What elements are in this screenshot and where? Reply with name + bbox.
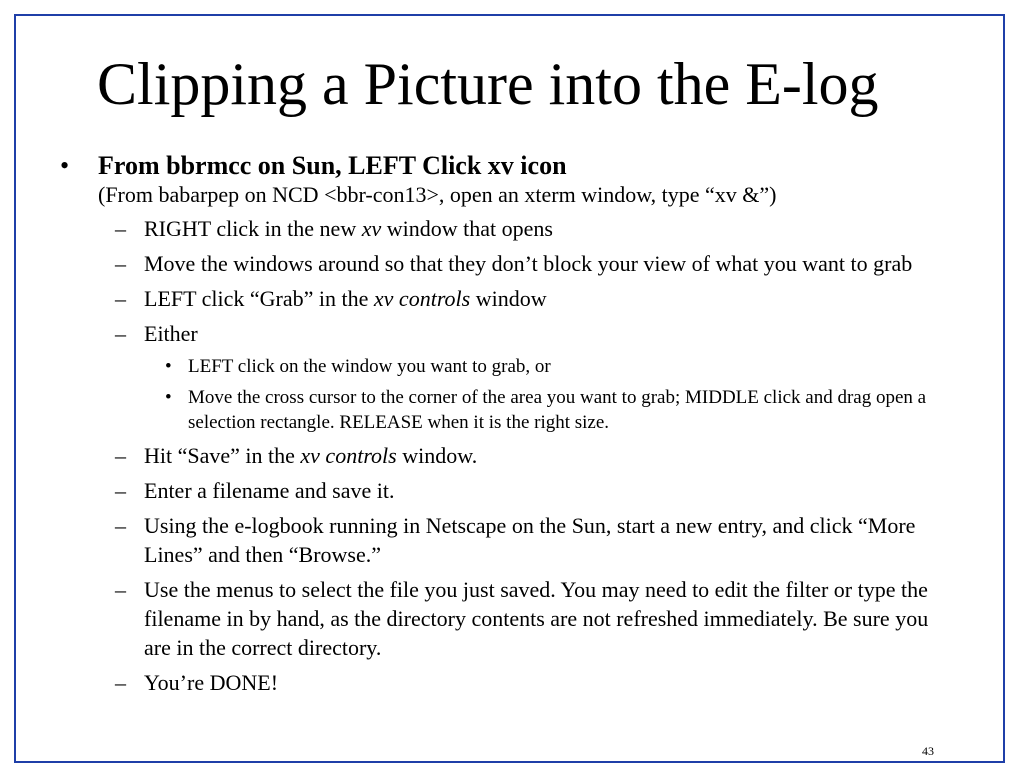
step-text: Either: [144, 321, 198, 346]
step-right-click: [0, 214, 1023, 243]
bullet-marker: •: [165, 356, 172, 377]
step-elogbook: [0, 511, 1023, 569]
step-emphasis: xv: [361, 216, 382, 241]
either-option: [0, 385, 1023, 435]
slide-title: Clipping a Picture into the E-log: [97, 51, 879, 117]
step-text: Using the e-logbook running in Netscape on the Sun, start a new entry, and click “More Lines” and then “Browse.”: [144, 513, 916, 567]
step-either: [0, 319, 1023, 348]
step-text: window that opens: [381, 216, 553, 241]
step-filename: [0, 476, 1023, 505]
step-emphasis: xv controls: [373, 286, 471, 311]
dash-marker: –: [115, 286, 126, 311]
step-menus: [0, 575, 1023, 662]
step-emphasis: xv controls: [300, 443, 397, 468]
bullet-sub-text: (From babarpep on NCD <bbr-con13>, open an xterm window, type “xv &”): [98, 182, 777, 207]
option-text: LEFT click on the window you want to grab, or: [188, 356, 551, 377]
step-text: RIGHT click in the new: [144, 216, 362, 241]
step-text: window: [470, 286, 547, 311]
step-done: [0, 668, 1023, 697]
bullet-main: [0, 150, 1023, 208]
step-grab: [0, 284, 1023, 313]
dash-marker: –: [115, 321, 126, 346]
step-text: Move the windows around so that they don’t block your view of what you want to grab: [144, 251, 913, 276]
dash-marker: –: [115, 670, 126, 695]
step-text: LEFT click “Grab” in the: [144, 286, 374, 311]
step-save: [0, 441, 1023, 470]
either-option: [0, 354, 1023, 379]
dash-marker: –: [115, 513, 126, 538]
step-move-windows: [0, 249, 1023, 278]
dash-marker: –: [115, 478, 126, 503]
dash-marker: –: [115, 577, 126, 602]
step-text: Hit “Save” in the: [144, 443, 301, 468]
bullet-main-text: From bbrmcc on Sun, LEFT Click xv icon: [98, 151, 567, 180]
page-number: 43: [922, 744, 934, 758]
slide-content: [0, 150, 1023, 697]
step-text: You’re DONE!: [144, 670, 279, 695]
option-text: Move the cross cursor to the corner of the area you want to grab; MIDDLE click and drag open a selection rectangle. RELEASE when it is the right size.: [188, 387, 927, 433]
dash-marker: –: [115, 251, 126, 276]
step-text: Enter a filename and save it.: [144, 478, 395, 503]
dash-marker: –: [115, 443, 126, 468]
bullet-marker: •: [60, 151, 70, 180]
bullet-marker: •: [165, 387, 172, 408]
step-text: window.: [396, 443, 478, 468]
step-text: Use the menus to select the file you just saved. You may need to edit the filter or type the filename in by hand, as the directory contents are not refreshed immediately. Be sure you are in the correct directory.: [144, 577, 929, 660]
dash-marker: –: [115, 216, 126, 241]
